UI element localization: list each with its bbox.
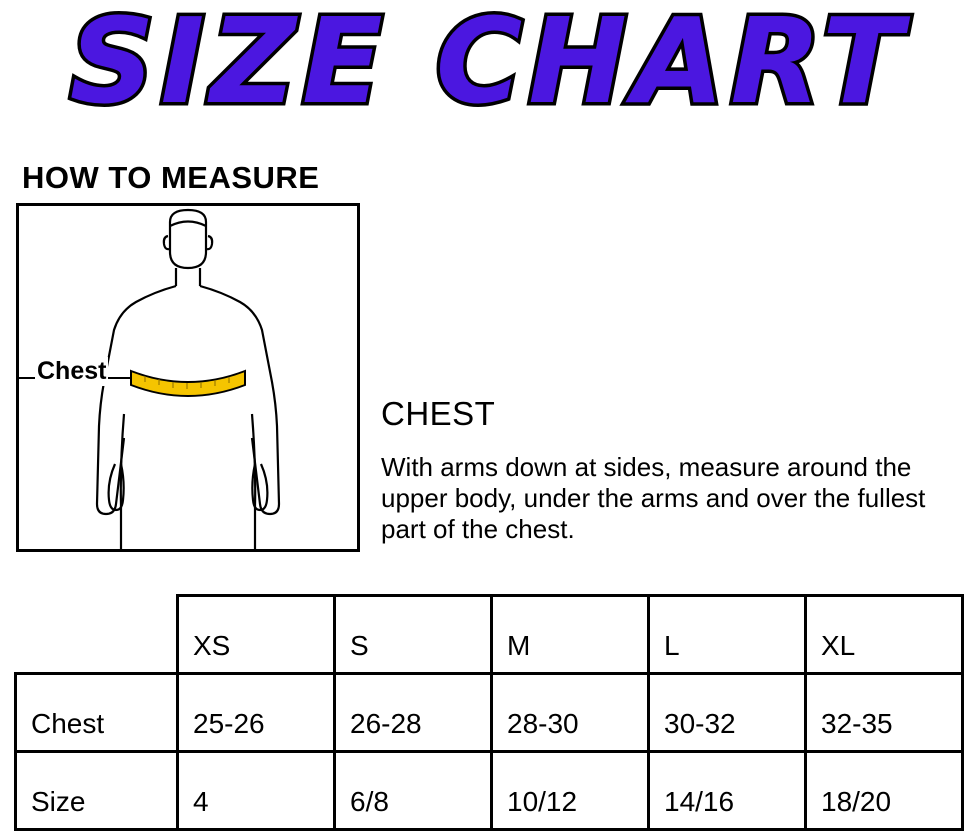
cell-size-l: 14/16 [649, 752, 806, 830]
cell-chest-s: 26-28 [335, 674, 492, 752]
how-to-measure-heading: HOW TO MEASURE [22, 160, 320, 195]
cell-size-m: 10/12 [492, 752, 649, 830]
table-header-m: M [492, 596, 649, 674]
table-corner-cell [16, 596, 178, 674]
table-header-xl: XL [806, 596, 963, 674]
table-header-s: S [335, 596, 492, 674]
table-header-row [16, 596, 963, 674]
row-label-size: Size [16, 752, 178, 830]
description-heading: CHEST [381, 395, 496, 432]
description-body: With arms down at sides, measure around the upper body, under the arms and over the fullest part of the chest. [381, 452, 926, 544]
cell-size-xs: 4 [178, 752, 335, 830]
cell-chest-m: 28-30 [492, 674, 649, 752]
cell-chest-xl: 32-35 [806, 674, 963, 752]
row-label-chest: Chest [16, 674, 178, 752]
table-row [16, 674, 963, 752]
cell-chest-xs: 25-26 [178, 674, 335, 752]
size-table [14, 594, 964, 831]
cell-chest-l: 30-32 [649, 674, 806, 752]
table-header-l: L [649, 596, 806, 674]
cell-size-xl: 18/20 [806, 752, 963, 830]
page-title: SIZE CHART [69, 0, 909, 130]
table-header-xs: XS [178, 596, 335, 674]
table-row [16, 752, 963, 830]
cell-size-s: 6/8 [335, 752, 492, 830]
chest-measure-label: Chest [37, 357, 107, 385]
